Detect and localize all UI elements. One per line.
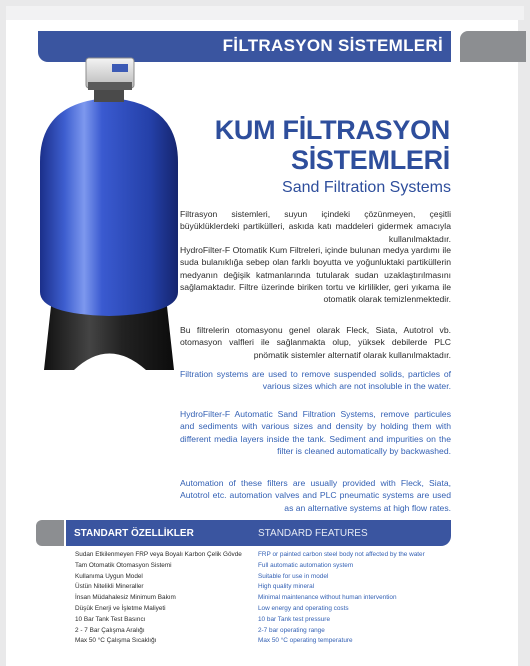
page-title [190, 115, 450, 175]
feature-item-tr: Tam Otomatik Otomasyon Sistemi [75, 561, 172, 569]
section-title: FİLTRASYON SİSTEMLERİ [222, 36, 443, 55]
paragraph-tr-3: Bu filtrelerin otomasyonu genel olarak Fleck, Siata, Autotrol vb. otomasyon valfleri ile sağlanmakta olup, yüksek debilerde PLC pnömatik sistemler alternatif olarak kullanılmaktadır. [180, 325, 451, 360]
feature-item-tr: Kullanıma Uygun Model [75, 572, 143, 580]
feature-item-en: Low energy and operating costs [258, 604, 349, 612]
feature-item-en: 2-7 bar operating range [258, 626, 325, 634]
features-header-tr: STANDART ÖZELLİKLER [74, 528, 194, 539]
feature-item-en: High quality mineral [258, 583, 315, 591]
paragraph-tr-2: HydroFilter-F Otomatik Kum Filtreleri, içinde bulunan medya yardımı ile suda bulanıklığa sebep olan farklı boyutta ve yoğunluktaki partiküllerin medyanın değişik katmanlarında tutularak sudan uzaklaştırılmasını sağlamaktadır. Filtre üzerinde biriken tortu ve kirlilikler, geri yıkama ile otomatik olarak temizlenmektedir. [180, 245, 451, 305]
features-grey-tab [36, 520, 64, 546]
feature-item-en: Minimal maintenance without human intervention [258, 594, 397, 602]
paragraph-en-2: HydroFilter-F Automatic Sand Filtration Systems, remove particules and sediments with various sizes and density by holding them with different media layers inside the tank. Sediment and impurities on the filter is cleaned automatically by backwashed. [180, 409, 451, 456]
feature-item-en: Max 50 °C operating temperature [258, 637, 353, 645]
feature-item-en: Full automatic automation system [258, 561, 354, 569]
paragraph-tr-1: Filtrasyon sistemleri, suyun içindeki çözünmeyen, çeşitli büyüklüklerdeki partikülleri, askıda katı maddeleri gidermek amacıyla kullanılmaktadır. [180, 209, 451, 244]
feature-item-en: 10 bar Tank test pressure [258, 615, 330, 623]
features-list-en [258, 550, 425, 647]
features-header-en: STANDARD FEATURES [258, 528, 368, 539]
title-line-2: SİSTEMLERİ [290, 145, 450, 175]
feature-item-en: FRP or painted carbon steel body not affected by the water [258, 551, 425, 558]
top-band [6, 6, 524, 20]
feature-item-tr: 10 Bar Tank Test Basıncı [75, 615, 146, 623]
page-subtitle: Sand Filtration Systems [282, 179, 451, 196]
paragraph-en-3: Automation of these filters are usually provided with Fleck, Siata, Autotrol etc. automation valves and PLC pneumatic systems are used as an alternative systems at high flow rates. [180, 478, 451, 513]
features-header-bar [66, 520, 451, 546]
grey-tab [460, 31, 526, 62]
filter-tank-image [34, 52, 184, 372]
feature-item-tr: Max 50 °C Çalışma Sıcaklığı [75, 637, 157, 645]
features-list-tr [75, 550, 242, 647]
feature-item-tr: Sudan Etkilenmeyen FRP veya Boyalı Karbon Çelik Gövde [75, 551, 242, 558]
title-line-1: KUM FİLTRASYON [214, 115, 450, 145]
feature-item-tr: 2 - 7 Bar Çalışma Aralığı [75, 626, 145, 634]
feature-item-tr: Düşük Enerji ve İşletme Maliyeti [75, 604, 166, 612]
feature-item-en: Suitable for use in model [258, 572, 329, 580]
paragraph-en-1: Filtration systems are used to remove suspended solids, particles of various sizes which are not insoluble in the water. [180, 369, 451, 392]
feature-item-tr: İnsan Müdahalesiz Minimum Bakım [75, 594, 176, 602]
feature-item-tr: Üstün Nitelikli Mineraller [75, 583, 144, 591]
